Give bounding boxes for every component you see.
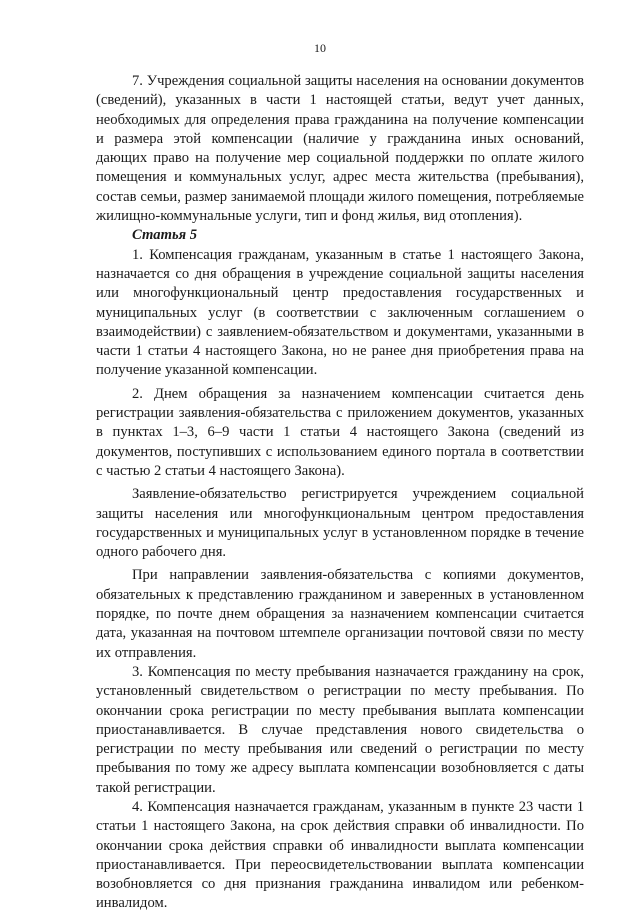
article-paragraph-1: 1. Компенсация гражданам, указанным в статье 1 настоящего Закона, назначается со дня обращения в учреждение социальной защиты населения или многофункциональный центр предоставления государственных и муниципальных услуг (в соответствии с заключенным соглашением о взаимодействии) с заявлением-обязательством и документами, указанными в части 1 статьи 4 настоящего Закона, но не ранее дня приобретения права на получение указанной компенсации. <box>96 246 584 379</box>
article-paragraph-registration: Заявление-обязательство регистрируется учреждением социальной защиты населения или многофункциональным центром предоставления государственных и муниципальных услуг в установленном порядке в течение одного рабочего дня. <box>96 486 584 561</box>
article-paragraph-4: 4. Компенсация назначается гражданам, указанным в пункте 23 части 1 статьи 1 настоящего Закона, на срок действия справки об инвалидности. По окончании срока действия справки об инвалидности выплата компенсации приостанавливается. При переосвидетельствовании выплата компенсации возобновляется со дня признания гражданина инвалидом или ребенком-инвалидом. <box>96 798 584 912</box>
article-heading: Статья 5 <box>132 227 198 244</box>
paragraph-7: 7. Учреждения социальной защиты населения на основании документов (сведений), указанных в части 1 настоящей статьи, ведут учет данных, необходимых для определения права гражданина на получение компенсации и размера этой компенсации (наличие у гражданина иных оснований, дающих право на получение мер социальной поддержки по оплате жилого помещения и коммунальных услуг, адрес места жительства (пребывания), состав семьи, размер занимаемой площади жилого помещения, потребляемые жилищно-коммунальные услуги, тип и фонд жилья, вид отопления). <box>96 73 584 225</box>
page-number: 10 <box>314 41 326 55</box>
document-body <box>96 72 584 914</box>
article-paragraph-mail: При направлении заявления-обязательства с копиями документов, обязательных к представлению гражданином и заверенных в установленном порядке, по почте днем обращения за назначением компенсации считается дата, указанная на почтовом штемпеле организации почтовой связи по месту их отправления. <box>96 567 584 661</box>
article-paragraph-3: 3. Компенсация по месту пребывания назначается гражданину на срок, установленный свидетельством о регистрации по месту пребывания. По окончании срока регистрации по месту пребывания выплата компенсации приостанавливается. В случае представления нового свидетельства о регистрации по месту пребывания или сведений о регистрации по месту пребывания по тому же адресу выплата компенсации возобновляется с даты такой регистрации. <box>96 663 584 796</box>
article-paragraph-2: 2. Днем обращения за назначением компенсации считается день регистрации заявления-обязательства с приложением документов, указанных в пунктах 1–3, 6–9 части 1 статьи 4 настоящего Закона (сведений из документов, поступивших с использованием единого портала в соответствии с частью 2 статьи 4 настоящего Закона). <box>96 385 584 479</box>
